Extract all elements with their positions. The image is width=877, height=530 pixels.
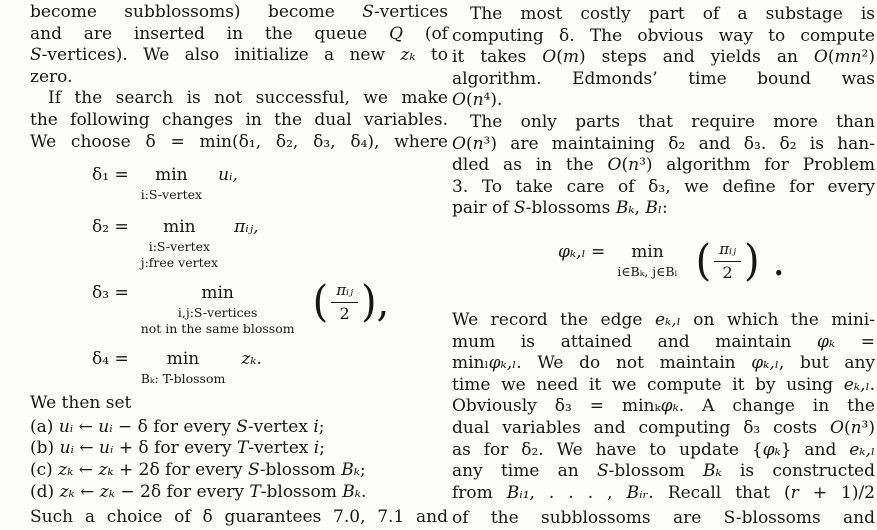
close-paren: ),: [361, 277, 390, 327]
fraction-denominator: 2: [722, 262, 733, 282]
min-operator: min: [631, 241, 664, 262]
close-paren: ) .: [744, 236, 786, 286]
list-item: (c) zₖ ← zₖ + 2δ for every S-blossom Bₖ;: [30, 459, 366, 480]
text-line: dled as in the O(n³) algorithm for Problem: [452, 155, 875, 176]
text-line: O(n⁴).: [452, 90, 503, 111]
min-subscript: Bₖ: T-blossom: [140, 371, 226, 387]
we-then-set-line: We then set: [30, 393, 132, 414]
text-line: O(n³) are maintaining δ₂ and δ₃. δ₂ is han-: [452, 133, 875, 154]
text-line: We choose δ = min(δ₁, δ₂, δ₃, δ₄), where: [30, 131, 448, 152]
text-line: zero.: [30, 66, 73, 87]
right-column: [452, 0, 875, 530]
equation-lhs: δ₁ =: [92, 165, 129, 186]
min-subscript: not in the same blossom: [140, 321, 295, 337]
equation-lhs: φₖ,ₗ =: [558, 241, 606, 262]
fraction-numerator: πᵢⱼ: [714, 239, 741, 262]
update-rules-list: [30, 417, 448, 503]
min-subscript: i:S-vertex: [140, 187, 203, 203]
equation-rhs: zₖ.: [241, 349, 262, 370]
left-column: [30, 0, 448, 529]
text-line: algorithm. Edmonds’ time bound was: [452, 68, 875, 89]
text-line: become subblossoms) become S-vertices: [30, 2, 448, 22]
equation-lhs: δ₄ =: [92, 349, 129, 370]
list-item: (d) zₖ ← zₖ − 2δ for every T-blossom Bₖ.: [30, 481, 367, 502]
text-line: as for δ₂. We have to update {φₖ} and eₖ,ₗ: [452, 439, 876, 460]
min-operator: min: [163, 217, 196, 238]
text-line: We record the edge eₖ,ₗ on which the mini-: [452, 309, 875, 330]
paragraph-record-edge: [452, 310, 875, 504]
fraction: [714, 239, 741, 283]
list-item: (a) uᵢ ← uᵢ − δ for every S-vertex i;: [30, 416, 325, 437]
min-subscript: i∈Bₖ, j∈Bₗ: [617, 263, 678, 279]
text-line: S-vertices). We also initialize a new zₖ to: [30, 45, 448, 66]
text-line: time we need it we compute it by using eₖ,ₗ.: [452, 374, 875, 395]
equation-rhs: πᵢⱼ,: [234, 217, 259, 238]
min-operator: min: [155, 165, 188, 186]
text-line: The only parts that require more than: [470, 111, 875, 132]
equation-rhs: uᵢ,: [218, 165, 238, 186]
equation-delta4: [30, 347, 448, 387]
paragraph-continued: [30, 2, 448, 88]
open-paren: (: [312, 277, 329, 327]
min-operator: min: [166, 349, 200, 370]
fraction-group: [696, 238, 786, 284]
clipped-bottom-line: of the subblossoms are S-blossoms and: [452, 508, 875, 529]
min-operator-stack: [141, 347, 226, 387]
equation-delta3: [30, 277, 448, 339]
equation-delta1: [30, 163, 448, 203]
min-subscript: i:S-vertex: [148, 239, 211, 255]
fraction-numerator: πᵢⱼ: [331, 280, 358, 303]
clipped-bottom-line: Such a choice of δ guarantees 7.0, 7.1 and: [30, 507, 448, 528]
equation-lhs: δ₃ =: [92, 283, 129, 304]
text-line: computing δ. The obvious way to compute: [452, 25, 875, 46]
min-operator: min: [201, 283, 234, 304]
equation-delta2: [30, 215, 448, 271]
text-line: dual variables and computing δ₃ costs O(n³): [452, 417, 875, 438]
equation-phi: [452, 236, 875, 296]
min-subscript: i,j:S-vertices: [177, 305, 258, 321]
text-line: If the search is not successful, we make: [48, 88, 448, 109]
text-line: the following changes in the dual variables.: [30, 109, 448, 130]
text-line: mum is attained and maintain φₖ =: [452, 331, 875, 352]
paragraph-dual-changes: [30, 88, 448, 153]
text-line: from Bᵢ₁, . . . , Bᵢᵣ. Recall that (r + 1)/2: [452, 482, 875, 503]
open-paren: (: [695, 236, 712, 286]
paragraph-only-parts: [452, 112, 875, 220]
text-line: it takes O(m) steps and yields an O(mn²): [452, 47, 875, 68]
text-line: The most costly part of a substage is: [470, 4, 875, 24]
text-line: and are inserted in the queue Q (of: [30, 23, 448, 44]
fraction-group: [313, 279, 390, 325]
text-line: minₗφₖ,ₗ. We do not maintain φₖ,ₗ, but any: [452, 353, 876, 374]
list-item: (b) uᵢ ← uᵢ + δ for every T-vertex i;: [30, 438, 325, 459]
fraction-denominator: 2: [339, 304, 350, 324]
fraction: [331, 280, 358, 324]
min-subscript: j:free vertex: [140, 255, 219, 271]
min-operator-stack: [141, 163, 202, 203]
min-operator-stack: [141, 281, 295, 337]
text-line: 3. To take care of δ₃, we define for every: [452, 176, 875, 197]
equation-lhs: δ₂ =: [92, 217, 129, 238]
text-line: Obviously δ₃ = minₖφₖ. A change in the: [452, 396, 875, 417]
text-line: any time an S-blossom Bₖ is constructed: [452, 461, 875, 482]
min-operator-stack: [617, 240, 677, 280]
paragraph-costly-part: [452, 4, 875, 112]
text-line: pair of S-blossoms Bₖ, Bₗ:: [452, 198, 668, 219]
min-operator-stack: [141, 215, 218, 271]
